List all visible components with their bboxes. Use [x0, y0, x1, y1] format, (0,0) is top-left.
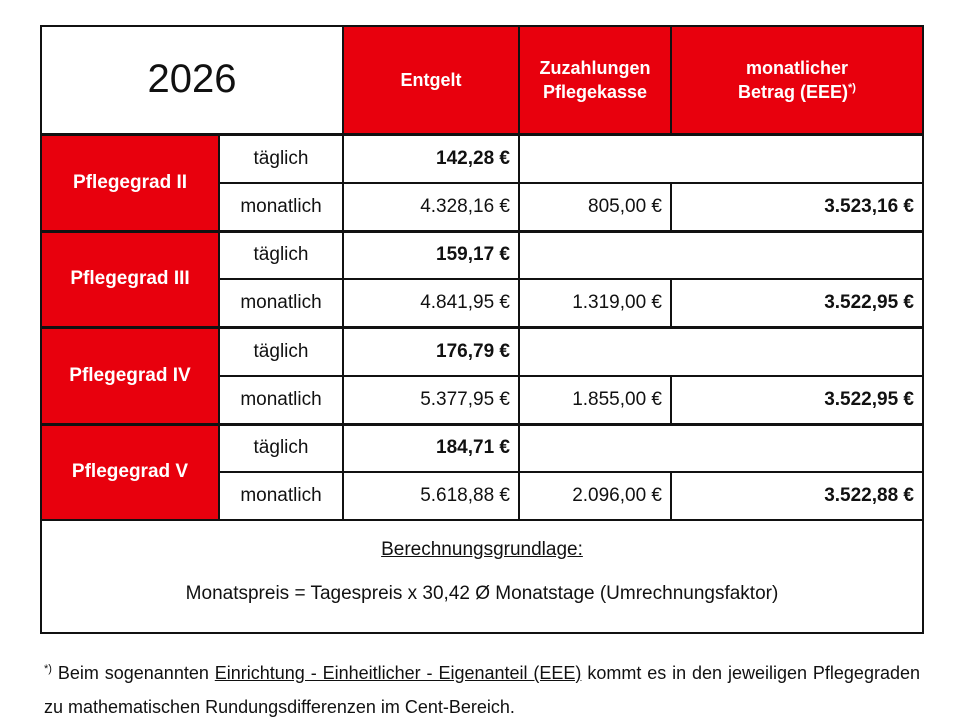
zuzahlung-value: 805,00 €	[519, 183, 671, 231]
empty-cell	[519, 327, 923, 376]
grade-label: Pflegegrad III	[41, 231, 219, 327]
period-monthly: monatlich	[219, 279, 343, 327]
betrag-value: 3.522,95 €	[671, 279, 923, 327]
monthly-price: 5.618,88 €	[343, 472, 519, 520]
header-entgelt: Entgelt	[343, 26, 519, 134]
period-monthly: monatlich	[219, 376, 343, 424]
daily-price: 176,79 €	[343, 327, 519, 376]
monthly-price: 5.377,95 €	[343, 376, 519, 424]
monthly-price: 4.841,95 €	[343, 279, 519, 327]
header-row	[41, 26, 923, 134]
period-monthly: monatlich	[219, 472, 343, 520]
daily-price: 159,17 €	[343, 231, 519, 279]
zuzahlung-value: 1.855,00 €	[519, 376, 671, 424]
footnote-text-after: kommt es in den jeweiligen Pflegegraden zu mathematischen Rundungsdifferenzen im Cent-Bereich.	[44, 663, 920, 717]
basis-formula: Monatspreis = Tagespreis x 30,42 Ø Monatstage (Umrechnungsfaktor)	[185, 583, 779, 604]
empty-cell	[519, 134, 923, 183]
header-zuzahlungen: Zuzahlungen Pflegekasse	[519, 26, 671, 134]
footnote-underlined: Einrichtung - Einheitlicher - Eigenanteil (EEE)	[214, 663, 582, 683]
grade-label: Pflegegrad V	[41, 424, 219, 520]
footnote-mark: *)	[44, 663, 52, 675]
footnote-mark: *)	[848, 81, 856, 94]
period-daily: täglich	[219, 424, 343, 472]
daily-price: 184,71 €	[343, 424, 519, 472]
calculation-basis	[41, 520, 923, 633]
grade-label: Pflegegrad IV	[41, 327, 219, 424]
empty-cell	[519, 231, 923, 279]
daily-price: 142,28 €	[343, 134, 519, 183]
period-daily: täglich	[219, 327, 343, 376]
monthly-price: 4.328,16 €	[343, 183, 519, 231]
basis-row	[41, 520, 923, 633]
basis-title: Berechnungsgrundlage:	[381, 539, 583, 560]
zuzahlung-value: 1.319,00 €	[519, 279, 671, 327]
zuzahlung-value: 2.096,00 €	[519, 472, 671, 520]
care-cost-table	[40, 25, 924, 634]
period-monthly: monatlich	[219, 183, 343, 231]
grade-label: Pflegegrad II	[41, 134, 219, 231]
betrag-value: 3.522,88 €	[671, 472, 923, 520]
betrag-value: 3.523,16 €	[671, 183, 923, 231]
empty-cell	[519, 424, 923, 472]
year-cell: 2026	[41, 26, 343, 134]
footnote	[44, 652, 920, 724]
table-row	[41, 327, 923, 376]
period-daily: täglich	[219, 231, 343, 279]
table-row	[41, 424, 923, 472]
table-row	[41, 231, 923, 279]
footnote-text-before: Beim sogenannten	[51, 663, 215, 683]
period-daily: täglich	[219, 134, 343, 183]
header-monatlicher-betrag: monatlicher Betrag (EEE)*)	[671, 26, 923, 134]
table-row	[41, 134, 923, 183]
betrag-value: 3.522,95 €	[671, 376, 923, 424]
